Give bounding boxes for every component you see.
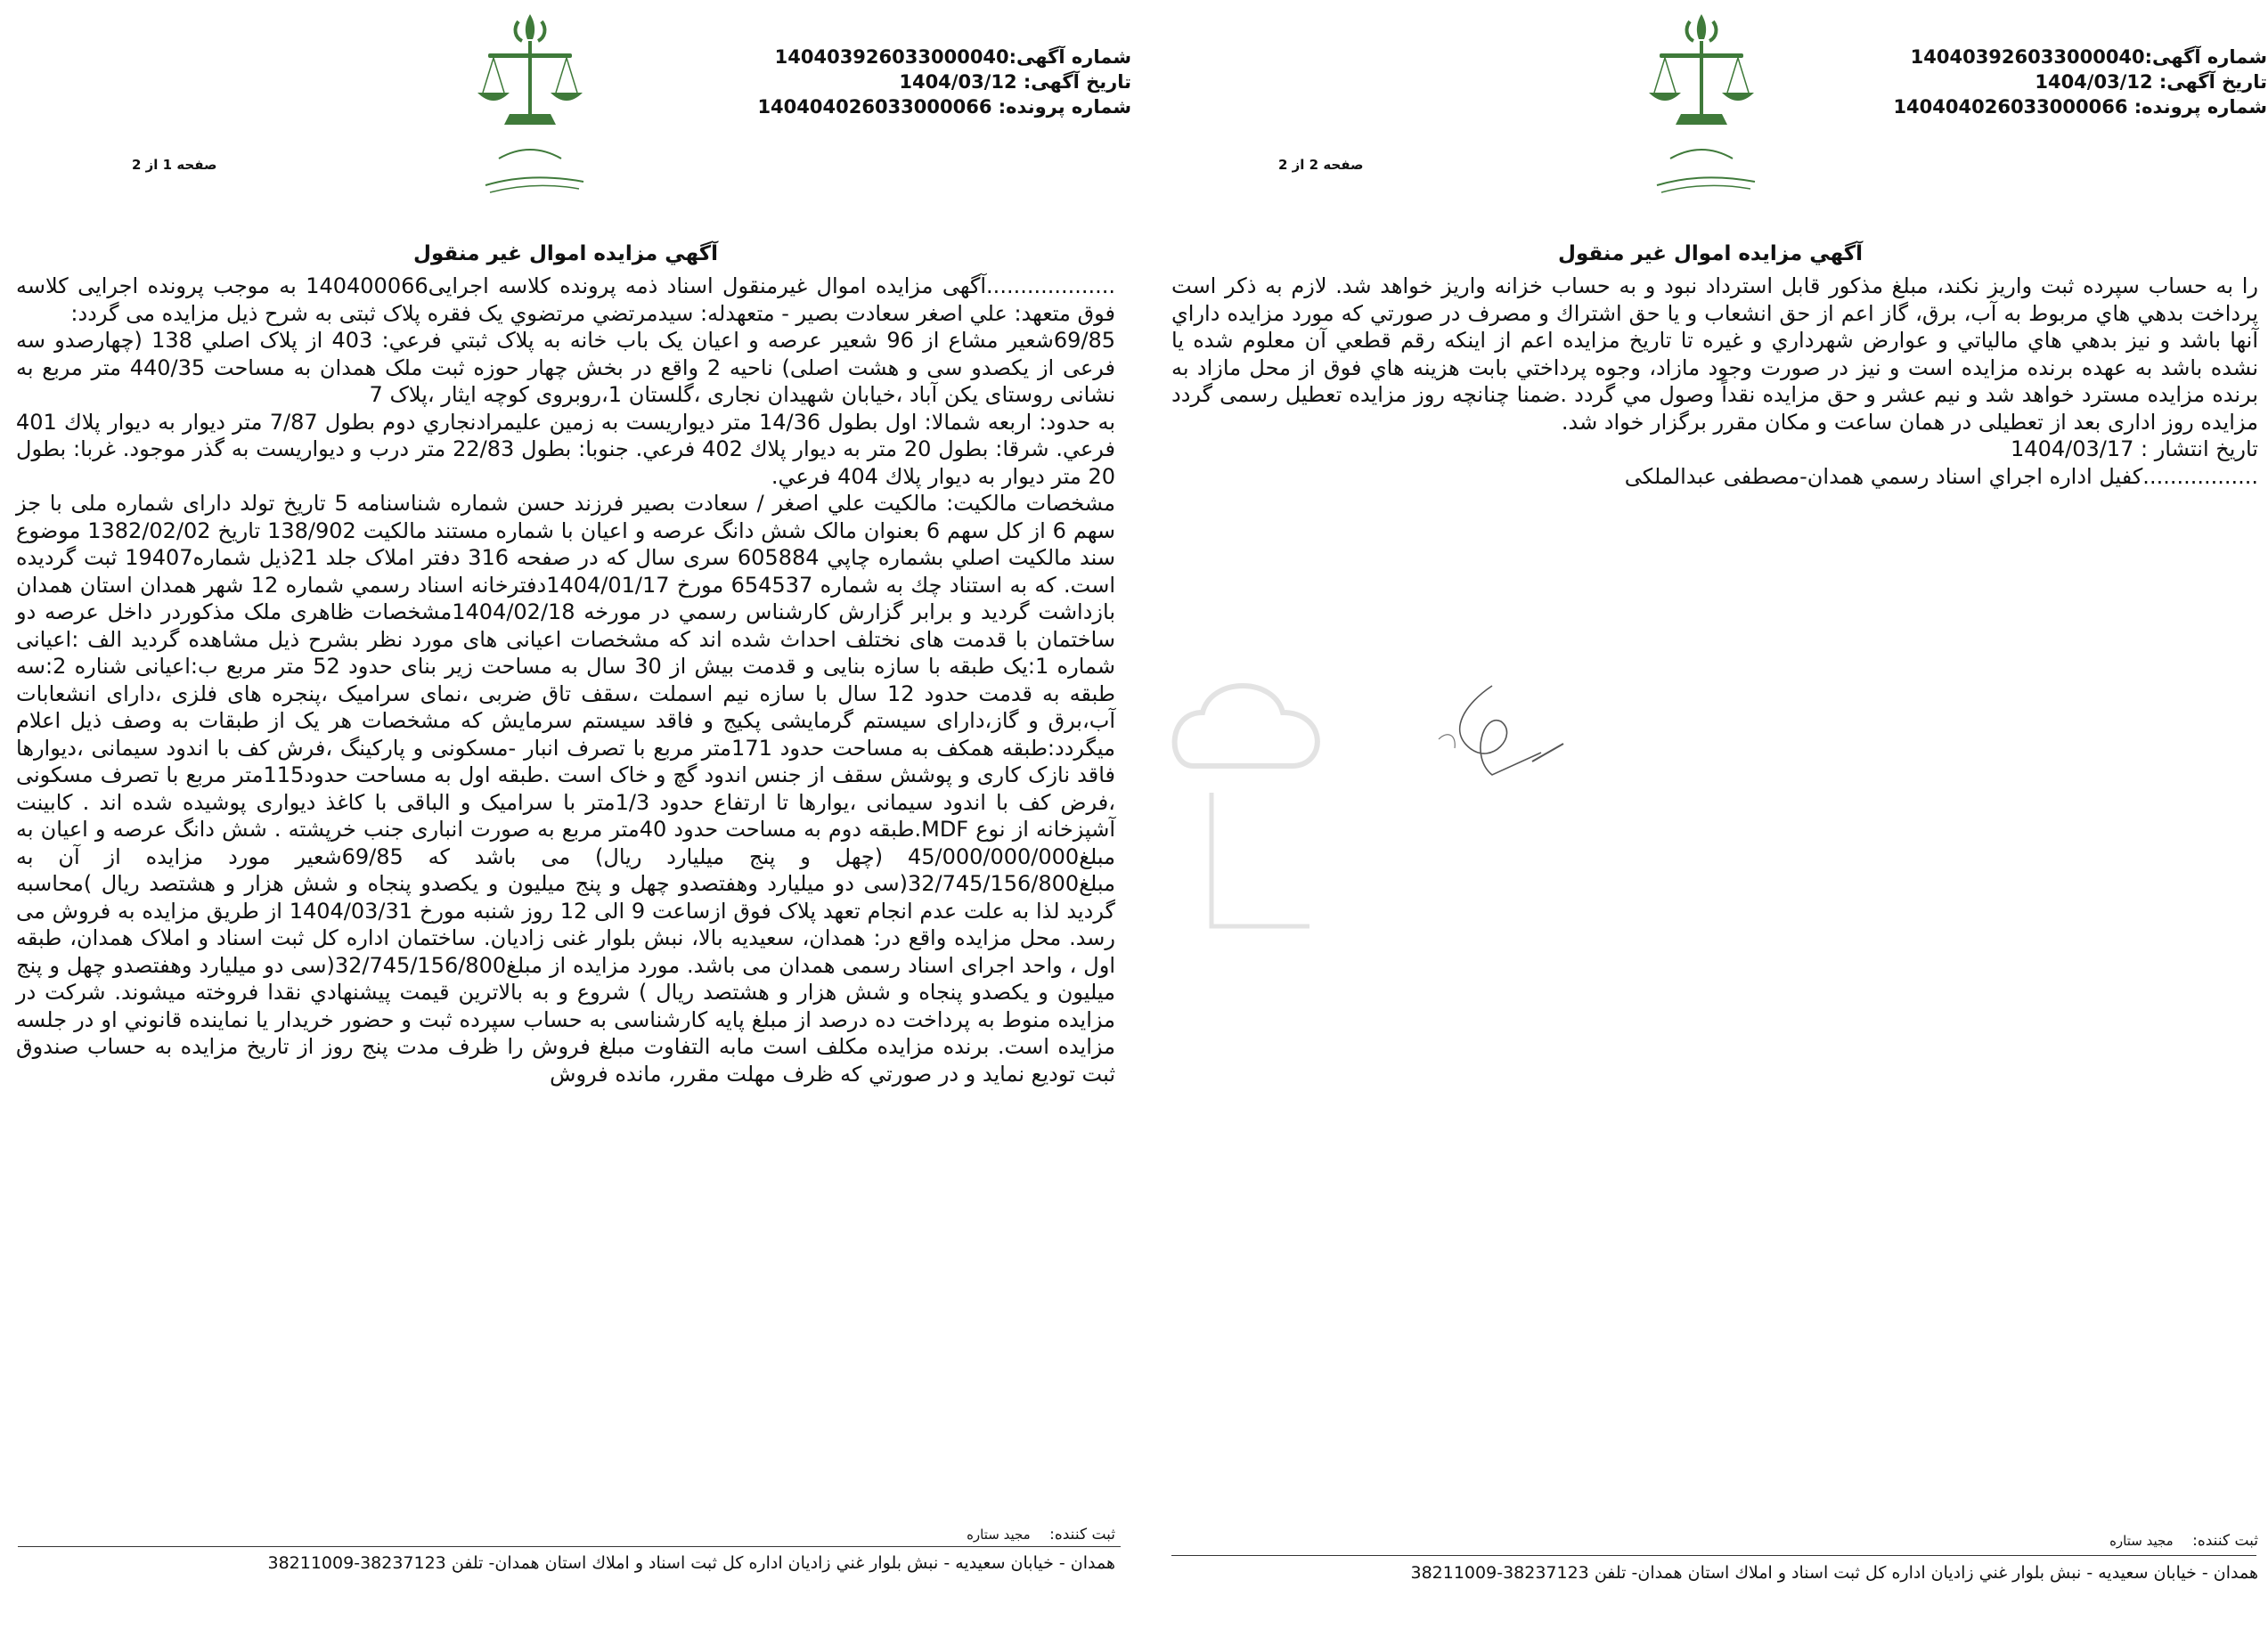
- judiciary-emblem-logo: [1635, 7, 1768, 203]
- registrar: ثبت کننده: مجيد ستاره: [2109, 1532, 2258, 1550]
- registrar-name: مجيد ستاره: [967, 1527, 1031, 1543]
- signature-stamp: [1385, 650, 1590, 802]
- footer-address: همدان - خيابان سعيديه - نبش بلوار غني زاديان اداره كل ثبت اسناد و املاك استان همدان- تلفن 38237123-38211009: [267, 1553, 1115, 1573]
- notice-number-row: شماره آگهی:140403926033000040: [774, 46, 1131, 68]
- notice-meta: [1866, 45, 2267, 119]
- footer-divider: [18, 1546, 1121, 1547]
- notice-date-row: تاریخ آگهی: 1404/03/12: [899, 71, 1131, 93]
- signature-icon: [1385, 650, 1590, 802]
- notice-paragraph: 69/85شعیر مشاع از 96 شعیر عرصه و اعیان یک باب خانه به پلاک ثبتي فرعي: 403 از پلاک اصلي 138 (چهارصدو سه فرعی از یکصدو سی و هشت اصلی) ناحیه 2 واقع در بخش چهار حوزه ثبت ملک همدان به مساحت 440/35 متر مربع به نشانی روستای یکن آباد ،خیابان شهیدان نجاری ،گلستان 1،روبروی کوچه ایثار ،پلاک 7: [16, 328, 1116, 407]
- notice-date: 1404/03/12: [2035, 71, 2153, 93]
- judiciary-scales-icon: [463, 7, 597, 203]
- notice-paragraph: به حدود: اربعه شمالا: اول بطول 14/36 متر ديواريست به زمين عليمرادنجاري دوم بطول 7/87 متر ديوار به ديوار پلاك 401 فرعي. شرقا: بطول 20 متر به ديوار پلاك 402 فرعي. جنوبا: بطول 22/83 متر درب و ديواريست به گذر موجود. غربا: بطول 20 متر ديوار به ديوار پلاك 404 فرعي.: [16, 409, 1115, 489]
- notice-date-row: تاریخ آگهی: 1404/03/12: [2035, 71, 2267, 93]
- notice-body: [16, 273, 1115, 1087]
- page-number: صفحه 1 از 2: [132, 157, 217, 173]
- notice-date: 1404/03/12: [899, 71, 1017, 93]
- judiciary-scales-icon: [1635, 7, 1768, 203]
- notice-number: 140403926033000040: [1910, 46, 2145, 68]
- footer-address: همدان - خيابان سعيديه - نبش بلوار غني زاديان اداره كل ثبت اسناد و املاك استان همدان- تلفن 38237123-38211009: [1410, 1563, 2258, 1583]
- notice-page-1: [0, 0, 1131, 1629]
- footer-divider: [1171, 1555, 2256, 1556]
- file-number-row: شماره پرونده: 140404026033000066: [757, 96, 1131, 118]
- notice-paragraph: را به حساب سپرده ثبت واريز نكند، مبلغ مذكور قابل استرداد نبود و به حساب خزانه واريز خواهد شد. لازم به ذكر است پرداخت بدهي هاي مربوط به آب، برق، گاز اعم از حق انشعاب و يا حق اشتراك و مصرف در صورتي كه مورد مزايده داراي آنها باشد و نيز بدهي هاي مالياتي و عوارض شهرداري و غيره تا تاريخ مزايده اعم از اينكه رقم قطعي آن معلوم شده يا نشده باشد به عهده برنده مزايده است و نيز در صورت وجود مازاد، وجوه پرداختي بابت هزينه هاي فوق از محل مازاد به برنده مزايده مسترد خواهد شد و نيم عشر و حق مزايده نقداً وصول مي گردد .ضمنا چنانچه روز مزایده تعطیل رسمی گردد مزایده روز اداری بعد از تعطیلی در همان ساعت و مکان مقرر برگزار خواد شد.: [1171, 273, 2258, 435]
- signatory-line: .................كفيل اداره اجراي اسناد رسمي همدان-مصطفی عبدالملکی: [1624, 463, 2258, 489]
- notice-title: آگهي مزايده اموال غير منقول: [412, 242, 719, 265]
- notice-title: آگهي مزايده اموال غير منقول: [1557, 242, 1864, 265]
- publish-date: تاریخ انتشار : 1404/03/17: [2011, 436, 2258, 461]
- notice-meta: [668, 45, 1131, 119]
- notice-paragraph: ...................آگهی مزایده اموال غیرمنقول اسناد ذمه پرونده کلاسه اجرایی140400066 به موجب پرونده اجرایی کلاسه فوق متعهد: علي اصغر سعادت بصير - متعهدله: سيدمرتضي مرتضوي يک فقره پلاک ثبتی به شرح ذیل مزایده می گردد:: [16, 273, 1116, 326]
- registrar: ثبت کننده: مجيد ستاره: [967, 1526, 1115, 1543]
- file-number: 140404026033000066: [757, 96, 992, 118]
- notice-paragraph: مشخصات مالکیت: مالكيت علي اصغر / سعادت بصير فرزند حسن شماره شناسنامه 5 تاريخ تولد دارای شماره ملی با جز سهم 6 از کل سهم 6 بعنوان مالک شش دانگ عرصه و اعیان با شماره مستند مالکیت 138/902 تاریخ 1382/02/02 موضوع سند مالكيت اصلي بشماره چاپي 605884 سری سال که در صفحه 316 دفتر املاک جلد 21ذیل شماره19407 ثبت گرديده است. كه به استناد چك به شماره 654537 مورخ 1404/01/17دفترخانه اسناد رسمي شماره 12 شهر همدان استان همدان بازداشت گرديد و برابر گزارش كارشناس رسمي در مورخه 1404/02/18مشخصات ظاهری ملک مذکوردر داخل عرصه دو ساختمان با قدمت های نختلف احداث شده اند که مشخصات اعیانی های مورد نظر بشرح ذیل مشاهده گردید الف :اعیانی شماره 1:یک طبقه با سازه بنایی و قدمت بیش از 30 سال به مساحت زیر بنای حدود 52 متر مربع ب:اعیانی شناره 2:سه طبقه به قدمت حدود 12 سال با سازه نیم اسملت ،سقف تاق ضربی ،نمای سرامیک ،پنجره های فلزی ،دارای انشعابات آب،برق و گاز،دارای سیستم گرمایشی پکیج و فاقد سیستم سرمایش که مشخصات هر یک از طبقات به وصف ذیل اعلام میگردد:طبقه همکف به مساحت حدود 171متر مربع با تصرف انبار -مسکونی و پارکینگ ،فرش کف با اندود سیمانی ،دیوارها فاقد نازک کاری و پوشش سقف از جنس اندود گچ و خاک است .طبقه اول به مساحت حدود115متر مربع با تصرف مسکونی ،فرض کف با اندود سیمانی ،یوارها تا ارتفاع حدود 1/3متر با سرامیک و الباقی با کاغذ دیواری پوشیده شده اند . کابینت آشپزخانه از نوع MDF.طبقه دوم به مساحت حدود 40متر مربع به صورت انباری جنب خرپشته . شش دانگ عرصه و اعیان به مبلغ45/000/000/000 (چهل و پنج میلیارد ریال) می باشد که 69/85شعیر مورد مزایده از آن به مبلغ32/745/156/800(سی دو میلیارد وهفتصدو چهل و پنج میلیون و یکصدو پنجاه و شش هزار و هشتصد ریال )محاسبه گردید لذا به علت عدم انجام تعهد پلاک فوق ازساعت 9 الی 12 روز شنبه مورخ 1404/03/31 از طریق مزایده به فروش می رسد. محل مزایده واقع در: همدان، سعیدیه بالا، نبش بلوار غنی زادیان. ساختمان اداره کل ثبت اسناد و املاک همدان، طبقه اول ، واحد اجرای اسناد رسمی همدان می باشد. مورد مزایده از مبلغ32/745/156/800(سی دو میلیارد وهفتصدو چهل و پنج میلیون و یکصدو پنجاه و شش هزار و هشتصد ریال ) شروع و به بالاترين قيمت پيشنهادي نقدا فروخته ميشوند. شرکت در مزایده منوط به پرداخت ده درصد از مبلغ پایه کارشناسی به حساب سپرده ثبت و حضور خريدار يا نماينده قانوني او در جلسه مزايده است. برنده مزايده مكلف است مابه التفاوت مبلغ فروش را ظرف مدت پنج روز از تاريخ مزايده به حساب صندوق ثبت توديع نمايد و در صورتي كه ظرف مهلت مقرر، مانده فروش: [16, 491, 1116, 1087]
- notice-number-row: شماره آگهی:140403926033000040: [1910, 46, 2267, 68]
- notice-body: [1171, 273, 2258, 490]
- page-number: صفحه 2 از 2: [1278, 157, 1364, 173]
- notice-page-2: [1154, 0, 2267, 1629]
- file-number-row: شماره پرونده: 140404026033000066: [1893, 96, 2267, 118]
- judiciary-emblem-logo: [463, 7, 597, 203]
- notice-number: 140403926033000040: [774, 46, 1009, 68]
- file-number: 140404026033000066: [1893, 96, 2128, 118]
- registrar-name: مجيد ستاره: [2109, 1533, 2174, 1549]
